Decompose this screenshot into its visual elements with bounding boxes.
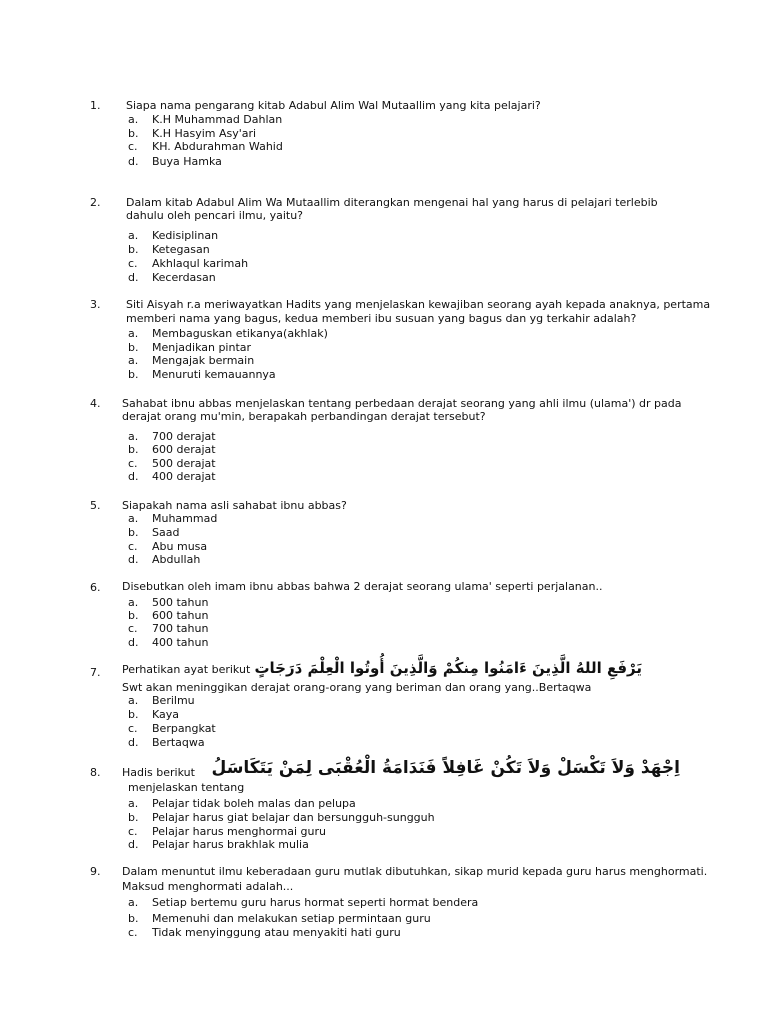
question-number: 5.	[90, 499, 101, 512]
question-number: 2.	[90, 196, 101, 209]
question-number: 1.	[90, 99, 101, 112]
question-text: Swt akan meninggikan derajat orang-orang yang beriman dan orang yang..Bertaqwa	[122, 681, 592, 694]
question-text: Sahabat ibnu abbas menjelaskan tentang perbedaan derajat seorang yang ahli ilmu (ulama') dr pada	[122, 397, 682, 410]
question-text: dahulu oleh pencari ilmu, yaitu?	[126, 209, 304, 222]
question-text: Siapa nama pengarang kitab Adabul Alim Wal Mutaallim yang kita pelajari?	[126, 99, 541, 112]
question-text: Hadis berikut	[122, 766, 195, 779]
question-text: Dalam kitab Adabul Alim Wa Mutaallim diterangkan mengenai hal yang harus di pelajari terlebib	[126, 196, 658, 209]
question-text: Maksud menghormati adalah...	[122, 880, 294, 893]
question-text: Siti Aisyah r.a meriwayatkan Hadits yang menjelaskan kewajiban seorang ayah kepada anaknya, pertama	[126, 298, 711, 311]
question-text: Disebutkan oleh imam ibnu abbas bahwa 2 derajat seorang ulama' seperti perjalanan..	[122, 580, 603, 593]
arabic-hadith: اِجْهَدْ وَلاَ تَكْسَلْ وَلاَ تَكُنْ غَافِلاً فَنَدَامَةُ الْعُقْبَى لِمَنْ يَتَكَاسَلُ	[211, 758, 680, 778]
arabic-verse: يَرْفَعِ اللهُ الَّذِينَ ءَامَنُوا مِنكُمْ وَالَّذِينَ أُوتُوا الْعِلْمَ دَرَجَاتٍ	[254, 659, 642, 677]
question-number: 4.	[90, 397, 101, 410]
question-text: derajat orang mu'min, berapakah perbandingan derajat tersebut?	[122, 410, 486, 423]
question-text: menjelaskan tentang	[128, 781, 245, 794]
question-text: Siapakah nama asli sahabat ibnu abbas?	[122, 499, 347, 512]
question-number: 9.	[90, 865, 101, 878]
question-number: 8.	[90, 766, 101, 779]
question-number: 3.	[90, 298, 101, 311]
question-text: memberi nama yang bagus, kedua memberi ibu susuan yang bagus dan yg terkahir adalah?	[126, 312, 637, 325]
question-number: 7.	[90, 666, 101, 679]
question-text: Perhatikan ayat berikut	[122, 663, 251, 676]
question-number: 6.	[90, 581, 101, 594]
question-text: Dalam menuntut ilmu keberadaan guru mutlak dibutuhkan, sikap murid kepada guru harus menghormati.	[122, 865, 708, 878]
